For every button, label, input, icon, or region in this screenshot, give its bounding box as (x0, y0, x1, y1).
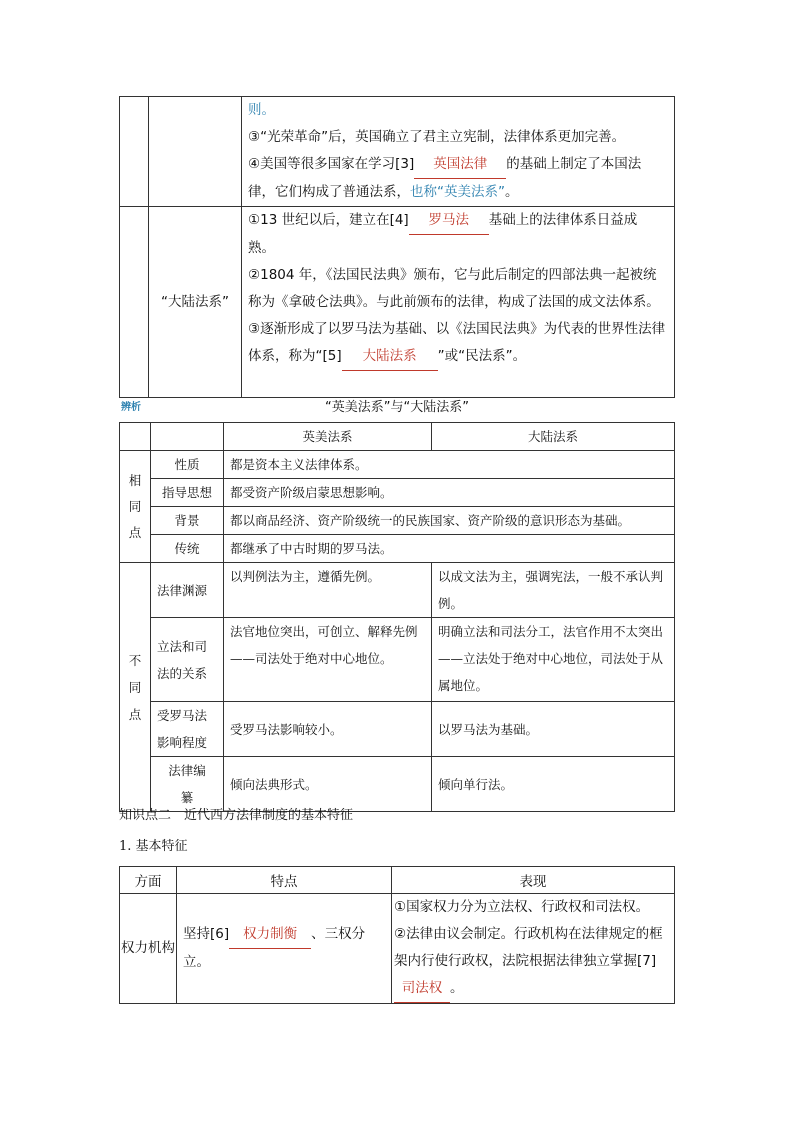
blank-cell (120, 207, 149, 398)
blank-cell (120, 97, 149, 207)
diff-row-label: 法律编纂 (151, 757, 224, 812)
civil-item-1-suffix: 基础上的法律体系日益成 (488, 212, 638, 228)
section-title: 知识点二 近代西方法律制度的基本特征 (119, 808, 354, 823)
civil-item-1 (248, 207, 668, 235)
diff-row-civil: 倾向单行法。 (432, 757, 675, 812)
same-row-label: 背景 (151, 507, 224, 535)
item-4-cont (248, 179, 668, 206)
legal-system-table (119, 96, 675, 398)
civil-item-3 (248, 316, 668, 371)
same-row-value: 都受资产阶级启蒙思想影响。 (224, 479, 675, 507)
same-row-label: 传统 (151, 535, 224, 563)
performance-item-2-prefix: ②法律由议会制定。行政机构在法律规定的框架内行使行政权，法院根据法律独立掌握[7] (394, 926, 663, 969)
diff-row-common: 倾向法典形式。 (224, 757, 432, 812)
header-common-law: 英美法系 (224, 423, 432, 451)
civil-item-2: ②1804 年，《法国民法典》颁布，它与此后制定的四部法典一起被统称为《拿破仑法典》。与此前颁布的法律，构成了法国的成文法体系。 (248, 267, 660, 310)
diff-row-civil: 以罗马法为基础。 (432, 702, 675, 757)
civil-item-3-suffix: ”或“民法系”。 (437, 348, 527, 364)
comparison-table (119, 422, 675, 812)
header-civil-law: 大陆法系 (432, 423, 675, 451)
section-subtitle: 1. 基本特征 (119, 839, 188, 854)
diff-row-label: 立法和司法的关系 (151, 618, 224, 702)
performance-item-1: ①国家权力分为立法权、行政权和司法权。 (394, 899, 650, 915)
feature-suffix: 、三权分立。 (183, 926, 366, 970)
civil-law-label: “大陆法系” (149, 207, 242, 398)
feature-cell (177, 894, 392, 1004)
answer-blank-4: 罗马法 (409, 207, 489, 235)
civil-item-1-cont: 熟。 (248, 240, 275, 256)
same-group-text: 相同点 (128, 472, 142, 540)
same-group-label (120, 451, 151, 563)
item-4-alias: 也称“英美法系” (410, 184, 505, 200)
item-3: ③“光荣革命”后，英国确立了君主立宪制，法律体系更加完善。 (248, 129, 626, 145)
answer-blank-3: 英国法律 (414, 151, 506, 179)
diff-group-text: 不同点 (128, 652, 142, 722)
features-table (119, 866, 675, 1004)
answer-blank-7: 司法权 (394, 975, 450, 1003)
performance-item-2 (394, 921, 672, 1003)
header-performance: 表现 (392, 867, 675, 894)
diff-group-label (120, 563, 151, 812)
corner-cell (120, 423, 151, 451)
civil-law-content (242, 207, 675, 398)
analysis-tag: 辨析 (121, 402, 141, 413)
aspect-cell: 权力机构 (120, 894, 177, 1004)
row-label-cell (149, 97, 242, 207)
feature-prefix: 坚持[6] (183, 926, 230, 942)
header-feature: 特点 (177, 867, 392, 894)
civil-item-3-prefix: ③逐渐形成了以罗马法为基础、以《法国民法典》为代表的世界性法律体系，称为“[5] (248, 321, 666, 364)
diff-row-common: 法官地位突出，可创立、解释先例——司法处于绝对中心地位。 (224, 618, 432, 702)
continued-text: 则。 (248, 102, 275, 118)
same-row-value: 都是资本主义法律体系。 (224, 451, 675, 479)
answer-blank-5: 大陆法系 (342, 343, 438, 371)
diff-row-common: 以判例法为主，遵循先例。 (224, 563, 432, 618)
item-4-end: 。 (505, 184, 519, 200)
diff-row-common: 受罗马法影响较小。 (224, 702, 432, 757)
same-row-label: 性质 (151, 451, 224, 479)
diff-row-civil: 以成文法为主，强调宪法，一般不承认判例。 (432, 563, 675, 618)
diff-row-label: 法律渊源 (151, 563, 224, 618)
diff-row-label: 受罗马法影响程度 (151, 702, 224, 757)
analysis-title: “英美法系”与“大陆法系” (325, 400, 469, 415)
performance-cell (392, 894, 675, 1004)
performance-item-2-suffix: 。 (450, 980, 464, 996)
same-row-value: 都继承了中古时期的罗马法。 (224, 535, 675, 563)
corner-cell (151, 423, 224, 451)
answer-blank-6: 权力制衡 (229, 921, 311, 949)
header-aspect: 方面 (120, 867, 177, 894)
same-row-value: 都以商品经济、资产阶级统一的民族国家、资产阶级的意识形态为基础。 (224, 507, 675, 535)
diff-row-civil: 明确立法和司法分工，法官作用不太突出——立法处于绝对中心地位，司法处于从属地位。 (432, 618, 675, 702)
common-law-content (242, 97, 675, 207)
item-4-prefix: ④美国等很多国家在学习[3] (248, 156, 415, 172)
civil-item-1-prefix: ①13 世纪以后，建立在[4] (248, 212, 409, 228)
item-4 (248, 151, 668, 179)
same-row-label: 指导思想 (151, 479, 224, 507)
item-4-cont-text: 律，它们构成了普通法系， (248, 184, 410, 200)
item-4-suffix: 的基础上制定了本国法 (506, 156, 642, 172)
